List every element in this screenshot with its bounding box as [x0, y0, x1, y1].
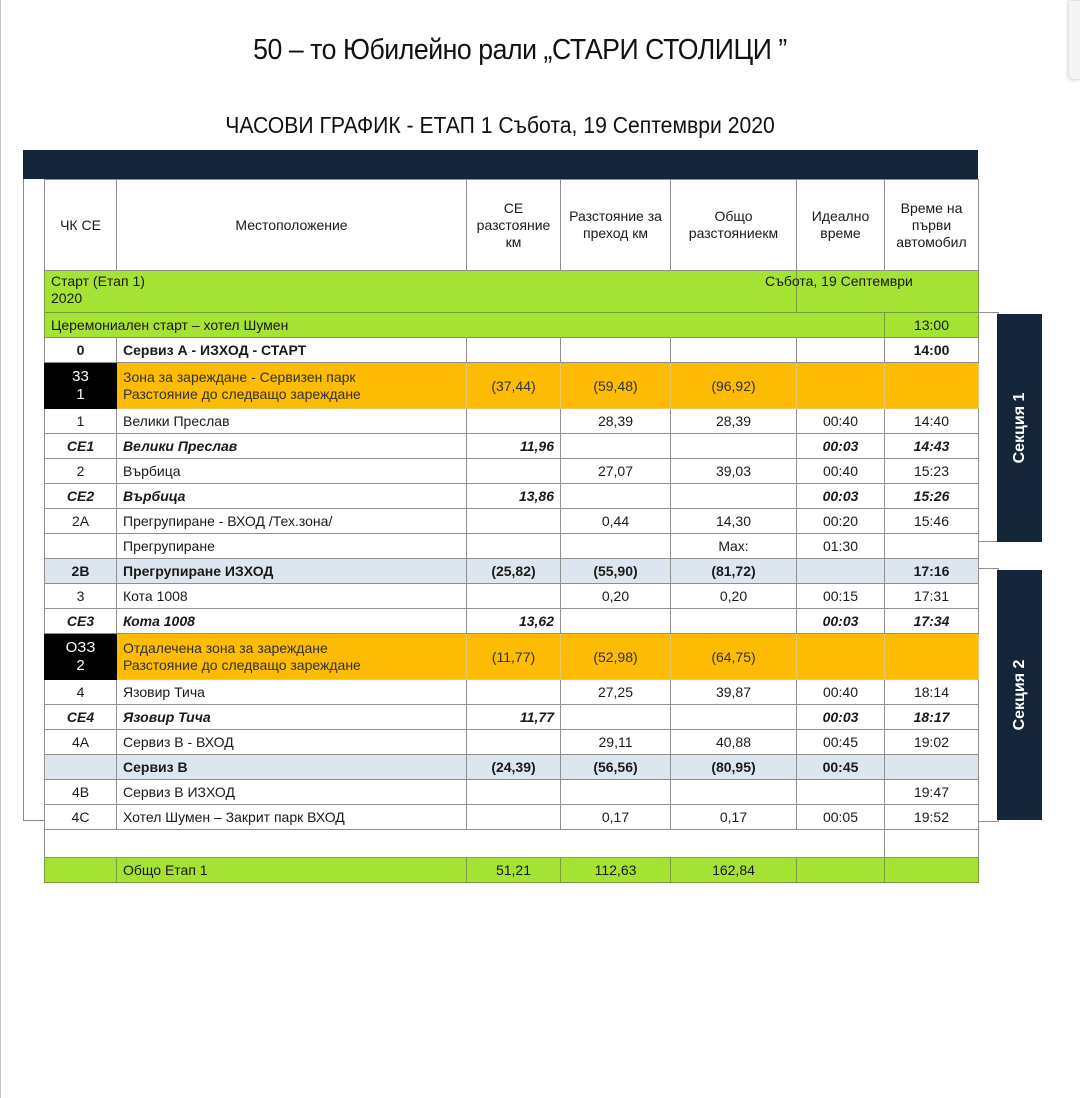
- row-se-distance: (24,39): [467, 755, 561, 780]
- table-row: [45, 559, 979, 584]
- table-row: [45, 484, 979, 509]
- row-location: Кота 1008: [117, 609, 467, 634]
- row-location: Върбица: [117, 459, 467, 484]
- row-se-distance: [467, 338, 561, 363]
- row-total-distance: [671, 484, 797, 509]
- row-transit-distance: 28,39: [561, 409, 671, 434]
- row-ideal-time: 00:03: [797, 484, 885, 509]
- row-ideal-time: [797, 338, 885, 363]
- row-location: Върбица: [117, 484, 467, 509]
- row-first-car-time: 14:00: [885, 338, 979, 363]
- row-ideal-time: 00:40: [797, 409, 885, 434]
- ceremonial-row: [45, 313, 979, 338]
- row-ideal-time: 00:03: [797, 705, 885, 730]
- row-total-distance: 39,03: [671, 459, 797, 484]
- schedule-table: [44, 179, 979, 883]
- table-row: [45, 338, 979, 363]
- total-blank: [45, 858, 117, 883]
- ceremonial-label: Церемониален старт – хотел Шумен: [45, 313, 885, 338]
- spacer-cell: [885, 830, 979, 858]
- total-label: Общо Етап 1: [117, 858, 467, 883]
- row-total-distance: [671, 705, 797, 730]
- row-code: CE4: [45, 705, 117, 730]
- row-first-car-time: 19:52: [885, 805, 979, 830]
- table-header-bar: [23, 150, 978, 179]
- document-title: 50 – то Юбилейно рали „СТАРИ СТОЛИЦИ ”: [253, 34, 787, 66]
- row-total-distance: [671, 609, 797, 634]
- row-location: Сервиз В: [117, 755, 467, 780]
- row-ideal-time: 01:30: [797, 534, 885, 559]
- row-total-distance: 14,30: [671, 509, 797, 534]
- row-code: CE3: [45, 609, 117, 634]
- row-se-distance: [467, 459, 561, 484]
- table-row: [45, 584, 979, 609]
- page-edge: [0, 0, 1, 1098]
- total-distance: 162,84: [671, 858, 797, 883]
- row-se-distance: [467, 409, 561, 434]
- row-se-distance: [467, 509, 561, 534]
- start-label: Старт (Етап 1) 2020: [45, 271, 797, 313]
- section-1-tab: [997, 314, 1042, 542]
- total-row: [45, 858, 979, 883]
- row-ideal-time: [797, 780, 885, 805]
- section-1-bracket: [978, 312, 999, 542]
- table-row: [45, 780, 979, 805]
- ceremonial-time: 13:00: [885, 313, 979, 338]
- row-se-distance: [467, 584, 561, 609]
- table-row: [45, 509, 979, 534]
- row-first-car-time: 15:46: [885, 509, 979, 534]
- row-code: 2B: [45, 559, 117, 584]
- row-ideal-time: [797, 559, 885, 584]
- section-1-label: Секция 1: [1010, 392, 1028, 464]
- row-transit-distance: (56,56): [561, 755, 671, 780]
- row-total-distance: (80,95): [671, 755, 797, 780]
- total-blank: [885, 858, 979, 883]
- row-total-distance: 0,20: [671, 584, 797, 609]
- row-ideal-time: 00:05: [797, 805, 885, 830]
- header-cell-code: ЧК СЕ: [45, 180, 117, 271]
- row-total-distance: 0,17: [671, 805, 797, 830]
- row-transit-distance: 29,11: [561, 730, 671, 755]
- row-first-car-time: 15:26: [885, 484, 979, 509]
- total-se: 51,21: [467, 858, 561, 883]
- header-cell-first-car-time: Време на първи автомобил: [885, 180, 979, 271]
- total-transit: 112,63: [561, 858, 671, 883]
- row-ideal-time: 00:03: [797, 609, 885, 634]
- row-ideal-time: 00:45: [797, 755, 885, 780]
- row-code: 4B: [45, 780, 117, 805]
- row-location: Сервиз В - ВХОД: [117, 730, 467, 755]
- row-ideal-time: 00:40: [797, 680, 885, 705]
- row-transit-distance: [561, 338, 671, 363]
- row-location: Язовир Тича: [117, 680, 467, 705]
- row-code: 0: [45, 338, 117, 363]
- spacer-row: [45, 830, 979, 858]
- row-transit-distance: [561, 705, 671, 730]
- row-transit-distance: (52,98): [561, 634, 671, 680]
- row-first-car-time: 14:40: [885, 409, 979, 434]
- row-location: Велики Преслав: [117, 409, 467, 434]
- row-first-car-time: 19:47: [885, 780, 979, 805]
- table-row: [45, 434, 979, 459]
- table-row: [45, 805, 979, 830]
- row-code: CE1: [45, 434, 117, 459]
- row-ideal-time: 00:20: [797, 509, 885, 534]
- row-code: 33 1: [45, 363, 117, 409]
- row-first-car-time: 14:43: [885, 434, 979, 459]
- table-row: [45, 730, 979, 755]
- row-first-car-time: 17:31: [885, 584, 979, 609]
- row-total-distance: (96,92): [671, 363, 797, 409]
- table-frame-line: [23, 820, 45, 821]
- row-code: 4A: [45, 730, 117, 755]
- row-code: 4: [45, 680, 117, 705]
- row-transit-distance: 0,44: [561, 509, 671, 534]
- row-location: Кота 1008: [117, 584, 467, 609]
- row-code: 4C: [45, 805, 117, 830]
- row-ideal-time: [797, 634, 885, 680]
- row-transit-distance: 0,17: [561, 805, 671, 830]
- row-location: Сервиз В ИЗХОД: [117, 780, 467, 805]
- row-first-car-time: 15:23: [885, 459, 979, 484]
- total-blank: [797, 858, 885, 883]
- row-total-distance: 28,39: [671, 409, 797, 434]
- row-code: ОЗЗ 2: [45, 634, 117, 680]
- row-transit-distance: [561, 780, 671, 805]
- row-first-car-time: 18:14: [885, 680, 979, 705]
- table-row: [45, 680, 979, 705]
- row-total-distance: (81,72): [671, 559, 797, 584]
- row-code: CE2: [45, 484, 117, 509]
- row-total-distance: (64,75): [671, 634, 797, 680]
- row-se-distance: 13,86: [467, 484, 561, 509]
- document-subtitle: ЧАСОВИ ГРАФИК - ЕТАП 1 Събота, 19 Септември 2020: [225, 112, 775, 138]
- row-se-distance: [467, 805, 561, 830]
- row-se-distance: [467, 534, 561, 559]
- row-se-distance: (37,44): [467, 363, 561, 409]
- row-transit-distance: [561, 534, 671, 559]
- row-total-distance: [671, 780, 797, 805]
- row-se-distance: [467, 780, 561, 805]
- row-code: 3: [45, 584, 117, 609]
- row-transit-distance: [561, 609, 671, 634]
- start-row: [45, 271, 979, 313]
- table-row: [45, 755, 979, 780]
- row-se-distance: 11,96: [467, 434, 561, 459]
- section-2-label: Секция 2: [1010, 659, 1028, 731]
- table-row: [45, 534, 979, 559]
- row-location: Зона за зареждане - Сервизен парк Разстояние до следващо зареждане: [117, 363, 467, 409]
- row-location: Хотел Шумен – Закрит парк ВХОД: [117, 805, 467, 830]
- row-location: Язовир Тича: [117, 705, 467, 730]
- header-cell-location: Местоположение: [117, 180, 467, 271]
- header-cell-total-distance: Общо разстояниекм: [671, 180, 797, 271]
- row-se-distance: [467, 680, 561, 705]
- row-transit-distance: 27,07: [561, 459, 671, 484]
- row-transit-distance: (55,90): [561, 559, 671, 584]
- row-location: Велики Преслав: [117, 434, 467, 459]
- row-code: 2: [45, 459, 117, 484]
- header-cell-transit-distance: Разстояние за преход км: [561, 180, 671, 271]
- scrollbar-thumb[interactable]: [1068, 0, 1080, 80]
- row-first-car-time: 17:16: [885, 559, 979, 584]
- table-row: [45, 634, 979, 680]
- spacer-cell: [45, 830, 885, 858]
- table-row: [45, 609, 979, 634]
- row-location: Прегрупиране ИЗХОД: [117, 559, 467, 584]
- row-se-distance: (11,77): [467, 634, 561, 680]
- row-transit-distance: [561, 484, 671, 509]
- row-total-distance: 39,87: [671, 680, 797, 705]
- row-total-distance: Max:: [671, 534, 797, 559]
- start-date: Събота, 19 Септември: [765, 273, 913, 289]
- row-total-distance: [671, 338, 797, 363]
- row-ideal-time: [797, 363, 885, 409]
- row-code: [45, 755, 117, 780]
- row-first-car-time: 19:02: [885, 730, 979, 755]
- table-row: [45, 459, 979, 484]
- row-se-distance: 13,62: [467, 609, 561, 634]
- row-first-car-time: 18:17: [885, 705, 979, 730]
- table-row: [45, 409, 979, 434]
- row-transit-distance: 0,20: [561, 584, 671, 609]
- row-location: Прегрупиране: [117, 534, 467, 559]
- row-transit-distance: (59,48): [561, 363, 671, 409]
- row-location: Прегрупиране - ВХОД /Тех.зона/: [117, 509, 467, 534]
- row-se-distance: (25,82): [467, 559, 561, 584]
- row-first-car-time: [885, 363, 979, 409]
- row-ideal-time: 00:03: [797, 434, 885, 459]
- row-ideal-time: 00:40: [797, 459, 885, 484]
- row-location: Отдалечена зона за зареждане Разстояние до следващо зареждане: [117, 634, 467, 680]
- row-first-car-time: [885, 634, 979, 680]
- row-se-distance: [467, 730, 561, 755]
- row-total-distance: 40,88: [671, 730, 797, 755]
- section-2-tab: [997, 570, 1042, 820]
- header-row: [45, 180, 979, 271]
- row-se-distance: 11,77: [467, 705, 561, 730]
- row-ideal-time: 00:45: [797, 730, 885, 755]
- section-2-bracket: [978, 568, 999, 822]
- row-location: Сервиз А - ИЗХОД - СТАРТ: [117, 338, 467, 363]
- header-cell-se-distance: СЕ разстояние км: [467, 180, 561, 271]
- row-transit-distance: [561, 434, 671, 459]
- table-frame-line: [23, 179, 24, 821]
- row-transit-distance: 27,25: [561, 680, 671, 705]
- row-code: 1: [45, 409, 117, 434]
- row-first-car-time: [885, 755, 979, 780]
- header-cell-ideal-time: Идеално време: [797, 180, 885, 271]
- row-first-car-time: 17:34: [885, 609, 979, 634]
- row-first-car-time: [885, 534, 979, 559]
- table-row: [45, 363, 979, 409]
- row-code: 2A: [45, 509, 117, 534]
- row-ideal-time: 00:15: [797, 584, 885, 609]
- row-total-distance: [671, 434, 797, 459]
- table-row: [45, 705, 979, 730]
- row-code: [45, 534, 117, 559]
